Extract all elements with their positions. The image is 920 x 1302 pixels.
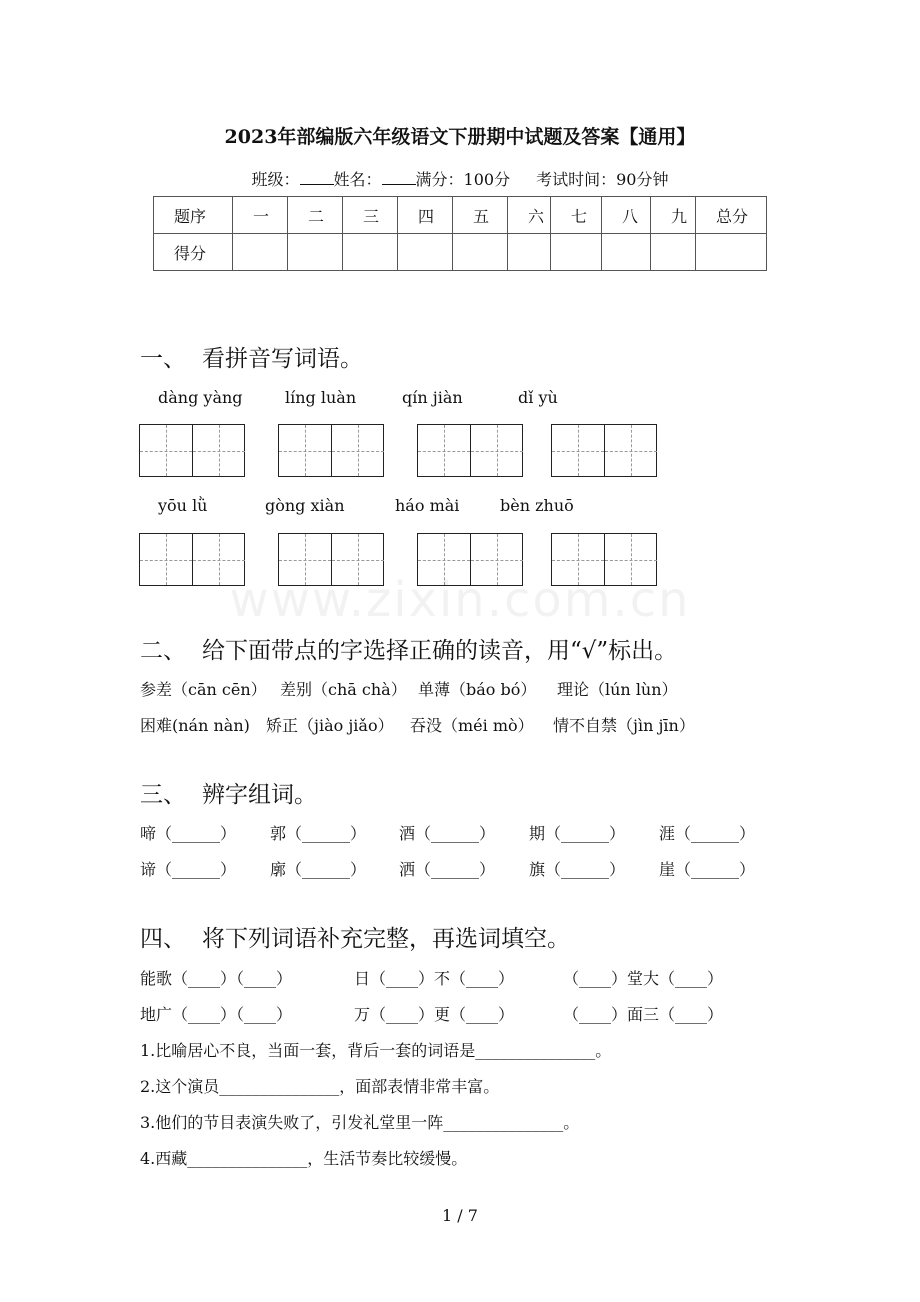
section-title: 将下列词语补充完整，再选词填空。 (202, 926, 570, 952)
choice-item[interactable]: 差别（chā chà） (280, 680, 407, 699)
idiom-blank[interactable]: 能歌（____）（____） (140, 969, 293, 988)
section-title: 给下面带点的字选择正确的读音，用“√”标出。 (202, 638, 678, 664)
idiom-blank[interactable]: 万（____）更（____） (354, 1005, 515, 1024)
table-cell: 七 (551, 197, 602, 234)
score-input-cell[interactable] (696, 234, 767, 271)
score-table-score-row (154, 234, 767, 271)
section3-heading (140, 776, 317, 809)
choice-item[interactable]: 理论（lún lùn） (557, 680, 678, 699)
idiom-blank[interactable]: 地广（____）（____） (140, 1005, 293, 1024)
section-number: 一、 (140, 346, 186, 372)
score-table-header-row (154, 197, 767, 234)
table-cell: 六 (508, 197, 551, 234)
choice-item[interactable]: 困难(nán nàn) (140, 716, 250, 735)
fill-question[interactable]: 4.西藏_______________，生活节奏比较缓慢。 (140, 1149, 468, 1168)
score-input-cell[interactable] (651, 234, 696, 271)
name-label: 姓名： (333, 170, 382, 189)
choice-item[interactable]: 参差（cān cēn） (140, 680, 267, 699)
name-blank (382, 170, 416, 185)
score-input-cell[interactable] (233, 234, 288, 271)
section-number: 三、 (140, 782, 186, 808)
class-blank (300, 170, 334, 185)
choice-item[interactable]: 吞没（méi mò） (410, 716, 534, 735)
table-cell: 五 (453, 197, 508, 234)
idiom-blank[interactable]: （____）堂大（____） (563, 969, 724, 988)
table-cell: 八 (602, 197, 651, 234)
word-blank[interactable]: 啼（______） (140, 824, 237, 843)
section-number: 二、 (140, 638, 186, 664)
table-cell: 二 (288, 197, 343, 234)
writing-grid[interactable] (417, 424, 523, 477)
section2-heading (140, 632, 677, 665)
table-cell: 四 (398, 197, 453, 234)
word-blank[interactable]: 廓（______） (270, 860, 367, 879)
word-blank[interactable]: 酒（______） (399, 824, 496, 843)
score-input-cell[interactable] (453, 234, 508, 271)
section4-heading (140, 920, 570, 953)
exam-info (0, 167, 920, 190)
word-blank[interactable]: 涯（______） (659, 824, 756, 843)
fill-question[interactable]: 2.这个演员_______________，面部表情非常丰富。 (140, 1077, 500, 1096)
table-cell: 题序 (154, 197, 233, 234)
word-blank[interactable]: 郭（______） (270, 824, 367, 843)
score-input-cell[interactable] (551, 234, 602, 271)
choice-item[interactable]: 矫正（jiào jiǎo） (266, 716, 394, 735)
score-input-cell[interactable] (343, 234, 398, 271)
writing-grid[interactable] (551, 424, 657, 477)
score-input-cell[interactable] (508, 234, 551, 271)
table-cell: 总分 (696, 197, 767, 234)
word-blank[interactable]: 旗（______） (529, 860, 626, 879)
pinyin-label: bèn zhuō (500, 496, 574, 515)
section1-heading (140, 340, 363, 373)
page-number: 1 / 7 (442, 1206, 478, 1225)
fill-question[interactable]: 1.比喻居心不良，当面一套，背后一套的词语是_______________。 (140, 1041, 612, 1060)
pinyin-label: dǐ yù (518, 388, 558, 407)
pinyin-label: qín jiàn (402, 388, 463, 407)
fill-question[interactable]: 3.他们的节目表演失败了，引发礼堂里一阵_______________。 (140, 1113, 580, 1132)
class-label: 班级： (251, 170, 300, 189)
writing-grid[interactable] (278, 424, 384, 477)
pinyin-label: líng luàn (285, 388, 357, 407)
idiom-blank[interactable]: （____）面三（____） (563, 1005, 724, 1024)
word-blank[interactable]: 期（______） (529, 824, 626, 843)
section-title: 辨字组词。 (202, 782, 317, 808)
word-blank[interactable]: 洒（______） (399, 860, 496, 879)
idiom-blank[interactable]: 日（____）不（____） (354, 969, 515, 988)
table-cell: 三 (343, 197, 398, 234)
score-input-cell[interactable] (602, 234, 651, 271)
score-table (153, 196, 767, 271)
pinyin-label: dàng yàng (158, 388, 243, 407)
writing-grid[interactable] (139, 424, 245, 477)
word-blank[interactable]: 崖（______） (659, 860, 756, 879)
choice-item[interactable]: 单薄（báo bó） (418, 680, 537, 699)
time-label: 考试时间：90分钟 (536, 170, 669, 189)
section-number: 四、 (140, 926, 186, 952)
page-title: 2023年部编版六年级语文下册期中试题及答案【通用】 (224, 126, 696, 148)
table-cell: 得分 (154, 234, 233, 271)
section-title: 看拼音写词语。 (202, 346, 363, 372)
table-cell: 九 (651, 197, 696, 234)
choice-item[interactable]: 情不自禁（jìn jīn） (553, 716, 695, 735)
pinyin-label: yōu lǜ (158, 496, 208, 515)
table-cell: 一 (233, 197, 288, 234)
watermark: www.zixin.com.cn (229, 572, 691, 628)
score-label: 满分：100分 (415, 170, 511, 189)
score-input-cell[interactable] (398, 234, 453, 271)
pinyin-label: gòng xiàn (265, 496, 345, 515)
word-blank[interactable]: 谛（______） (140, 860, 237, 879)
pinyin-label: háo mài (395, 496, 460, 515)
score-input-cell[interactable] (288, 234, 343, 271)
